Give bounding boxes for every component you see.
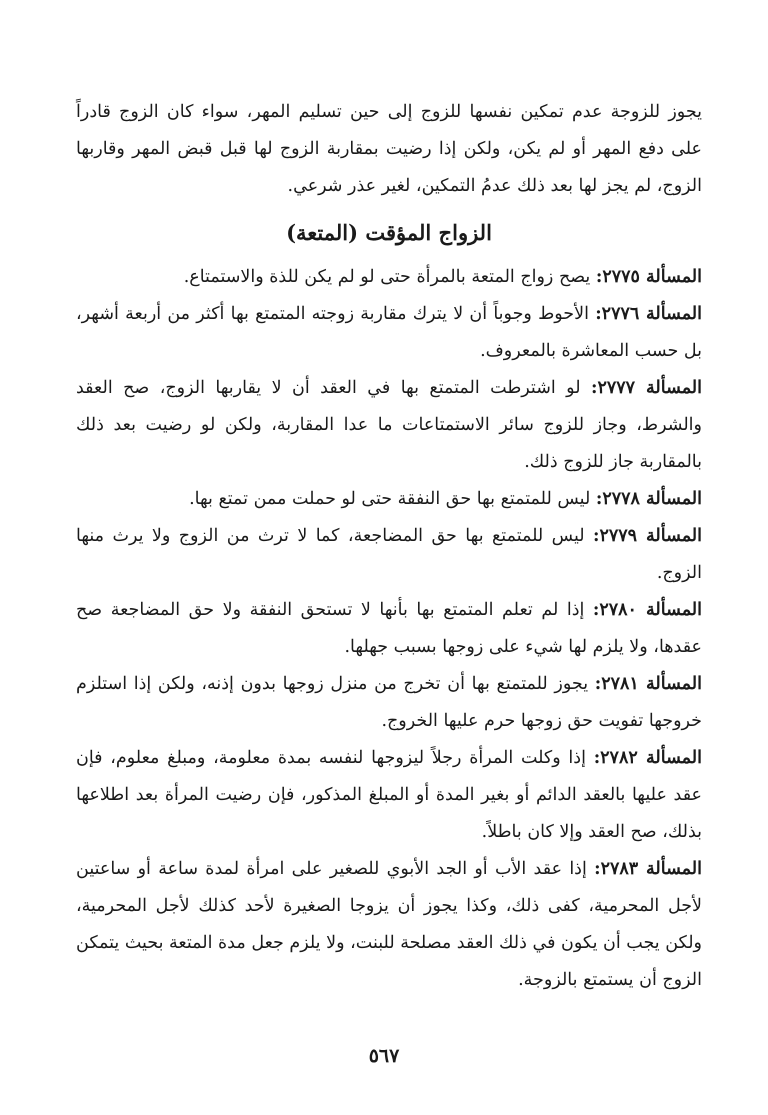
issue-paragraph bbox=[76, 666, 702, 740]
issue-text: إذا وكلت المرأة رجلاً ليزوجها لنفسه بمدة معلومة، ومبلغ معلوم، فإن عقد عليها بالعقد الدائم أو بغير المدة أو المبلغ المذكور، فإن رضيت المرأة بعد اطلاعها بذلك، صح العقد وإلا كان باطلاً. bbox=[76, 748, 702, 842]
issue-text: لو اشترطت المتمتع بها في العقد أن لا يقاربها الزوج، صح العقد والشرط، وجاز للزوج سائر الاستمتاعات ما عدا المقاربة، ولكن لو رضيت بعد ذلك بالمقاربة جاز للزوج ذلك. bbox=[76, 378, 702, 472]
issue-text: ليس للمتمتع بها حق المضاجعة، كما لا ترث من الزوج ولا يرث منها الزوج. bbox=[76, 526, 702, 583]
issue-paragraph bbox=[76, 296, 702, 370]
issue-label: المسألة ٢٧٨١: bbox=[594, 674, 702, 694]
page-number: ٥٦٧ bbox=[368, 1045, 400, 1067]
issue-paragraph bbox=[76, 592, 702, 666]
issue-label: المسألة ٢٧٧٨: bbox=[595, 489, 702, 509]
issue-text: يجوز للمتمتع بها أن تخرج من منزل زوجها بدون إذنه، ولكن إذا استلزم خروجها تفويت حق زوجها حرم عليها الخروج. bbox=[76, 674, 702, 731]
issue-paragraph bbox=[76, 851, 702, 999]
issue-text: الأحوط وجوباً أن لا يترك مقاربة زوجته المتمتع بها أكثر من أربعة أشهر، بل حسب المعاشرة بالمعروف. bbox=[76, 304, 702, 361]
issue-label: المسألة ٢٧٨٣: bbox=[594, 859, 702, 879]
issue-paragraph bbox=[76, 259, 702, 296]
issue-paragraph bbox=[76, 370, 702, 481]
issue-text: يصح زواج المتعة بالمرأة حتى لو لم يكن للذة والاستمتاع. bbox=[183, 267, 596, 287]
issue-paragraph bbox=[76, 518, 702, 592]
issue-label: المسألة ٢٧٨٢: bbox=[593, 748, 702, 768]
issue-label: المسألة ٢٧٧٧: bbox=[590, 378, 703, 398]
issue-text: ليس للمتمتع بها حق النفقة حتى لو حملت ممن تمتع بها. bbox=[189, 489, 596, 509]
issue-label: المسألة ٢٧٧٦: bbox=[595, 304, 703, 324]
issue-label: المسألة ٢٧٨٠: bbox=[592, 600, 703, 620]
issue-label: المسألة ٢٧٧٥: bbox=[595, 267, 702, 287]
issue-paragraph bbox=[76, 481, 702, 518]
issue-text: إذا لم تعلم المتمتع بها بأنها لا تستحق النفقة ولا حق المضاجعة صح عقدها، ولا يلزم لها شيء على زوجها بسبب جهلها. bbox=[76, 600, 702, 657]
issue-paragraph bbox=[76, 740, 702, 851]
issue-text: إذا عقد الأب أو الجد الأبوي للصغير على امرأة لمدة ساعة أو ساعتين لأجل المحرمية، كفى ذلك، وكذا يجوز أن يزوجا الصغيرة لأحد كذلك لأجل المحرمية، ولكن يجب أن يكون في ذلك العقد مصلحة للبنت، ولا يلزم جعل مدة المتعة بحيث يتمكن الزوج أن يستمتع بالزوجة. bbox=[76, 859, 702, 990]
section-heading: الزواج المؤقت (المتعة) bbox=[286, 220, 492, 245]
issue-label: المسألة ٢٧٧٩: bbox=[593, 526, 703, 546]
intro-paragraph: يجوز للزوجة عدم تمكين نفسها للزوج إلى حين تسليم المهر، سواء كان الزوج قادراً على دفع المهر أو لم يكن، ولكن إذا رضيت بمقاربة الزوج لها قبل قبض المهر وقاربها الزوج، لم يجز لها بعد ذلك عدمُ التمكين، لغير عذر شرعي. bbox=[76, 102, 702, 196]
